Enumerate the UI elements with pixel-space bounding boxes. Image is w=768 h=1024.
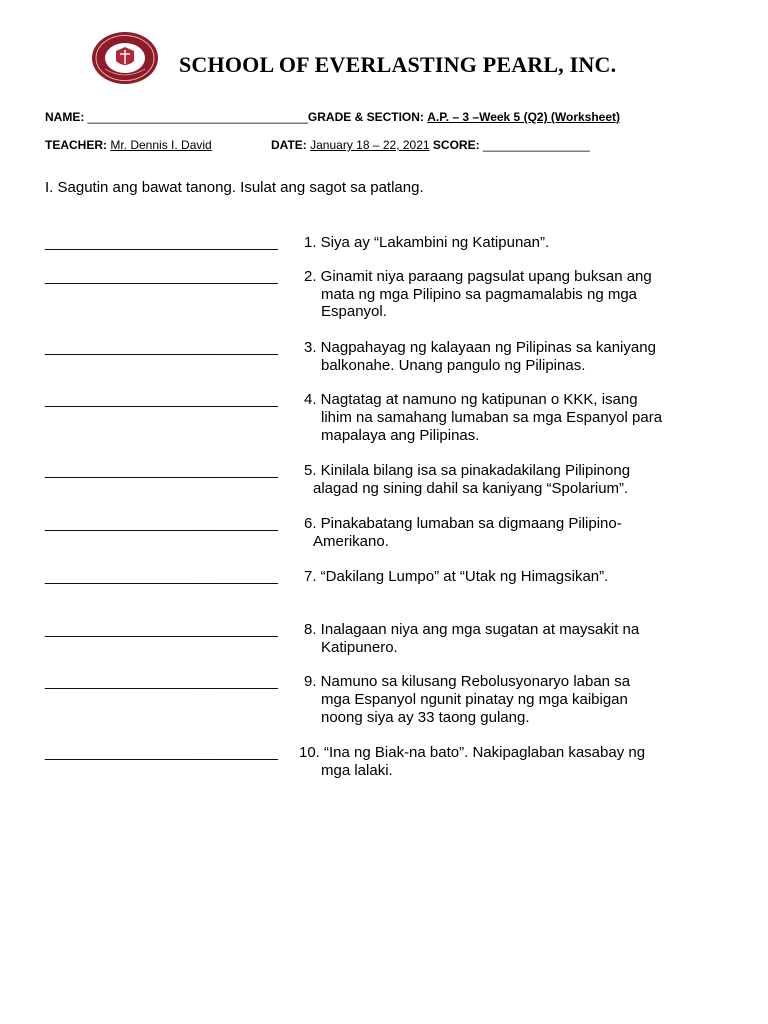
- question-text: balkonahe. Unang pangulo ng Pilipinas.: [321, 357, 586, 374]
- question-text: 2. Ginamit niya paraang pagsulat upang buksan ang: [304, 268, 652, 285]
- question-text: 8. Inalagaan niya ang mga sugatan at maysakit na: [304, 621, 640, 638]
- question-text: 3. Nagpahayag ng kalayaan ng Pilipinas sa kaniyang: [304, 339, 656, 356]
- school-logo-seal: [91, 31, 159, 85]
- question-text: mapalaya ang Pilipinas.: [321, 427, 480, 444]
- score-blank: ________________: [482, 138, 590, 152]
- answer-blank[interactable]: ______________________________: [45, 234, 278, 251]
- question-text: 7. “Dakilang Lumpo” at “Utak ng Himagsikan”.: [304, 568, 609, 585]
- answer-blank[interactable]: ______________________________: [45, 339, 278, 356]
- name-blank: _________________________________: [87, 110, 308, 124]
- question-text: 1. Siya ay “Lakambini ng Katipunan”.: [304, 234, 550, 251]
- date-value: January 18 – 22, 2021: [310, 138, 430, 152]
- instructions: I. Sagutin ang bawat tanong. Isulat ang sagot sa patlang.: [45, 179, 424, 196]
- question-text: noong siya ay 33 taong gulang.: [321, 709, 530, 726]
- question-text: Amerikano.: [313, 533, 389, 550]
- question-text: 5. Kinilala bilang isa sa pinakadakilang Pilipinong: [304, 462, 631, 479]
- question-text: alagad ng sining dahil sa kaniyang “Spolarium”.: [313, 480, 629, 497]
- name-grade-row: [45, 110, 620, 124]
- teacher-value: Mr. Dennis I. David: [110, 138, 212, 152]
- question-text: mga lalaki.: [321, 762, 393, 779]
- question-text: 6. Pinakabatang lumaban sa digmaang Pilipino-: [304, 515, 622, 532]
- answer-blank[interactable]: ______________________________: [45, 621, 278, 638]
- answer-blank[interactable]: ______________________________: [45, 515, 278, 532]
- question-text: Espanyol.: [321, 303, 387, 320]
- answer-blank[interactable]: ______________________________: [45, 744, 278, 761]
- answer-blank[interactable]: ______________________________: [45, 462, 278, 479]
- question-text: lihim na samahang lumaban sa mga Espanyol para: [321, 409, 663, 426]
- answer-blank[interactable]: ______________________________: [45, 268, 278, 285]
- question-text: 4. Nagtatag at namuno ng katipunan o KKK, isang: [304, 391, 638, 408]
- grade-section-label: GRADE & SECTION:: [307, 110, 424, 124]
- name-label: NAME:: [45, 110, 85, 124]
- answer-blank[interactable]: ______________________________: [45, 568, 278, 585]
- question-text: Katipunero.: [321, 639, 398, 656]
- question-text: 10. “Ina ng Biak-na bato”. Nakipaglaban kasabay ng: [299, 744, 646, 761]
- answer-blank[interactable]: ______________________________: [45, 391, 278, 408]
- question-text: 9. Namuno sa kilusang Rebolusyonaryo laban sa: [304, 673, 631, 690]
- teacher-label: TEACHER:: [45, 138, 107, 152]
- answer-blank[interactable]: ______________________________: [45, 673, 278, 690]
- date-label: DATE:: [271, 138, 307, 152]
- teacher-date-score-row: [45, 138, 212, 152]
- question-text: mga Espanyol ngunit pinatay ng mga kaibigan: [321, 691, 628, 708]
- date-score-group: [271, 138, 590, 152]
- question-text: mata ng mga Pilipino sa pagmamalabis ng mga: [321, 286, 638, 303]
- grade-section-value: A.P. – 3 –Week 5 (Q2) (Worksheet): [427, 110, 621, 124]
- score-label: SCORE:: [432, 138, 480, 152]
- school-name: SCHOOL OF EVERLASTING PEARL, INC.: [179, 52, 617, 77]
